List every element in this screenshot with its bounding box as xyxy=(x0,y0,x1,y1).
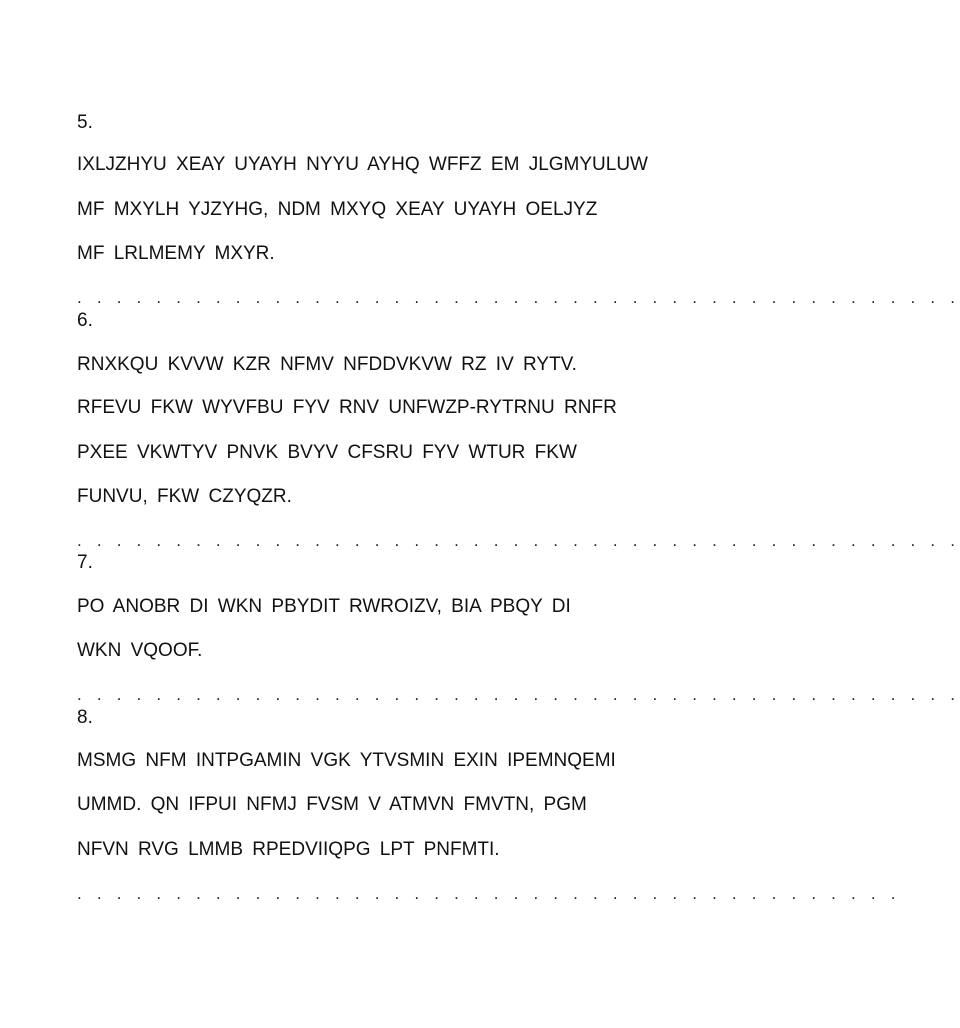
cipher-line: NFVN RVG LMMB RPEDVIIQPG LPT PNFMTI. xyxy=(77,839,500,860)
cipher-line: MSMG NFM INTPGAMIN VGK YTVSMIN EXIN IPEMNQEMI xyxy=(77,750,616,771)
cipher-line: RFEVU FKW WYVFBU FYV RNV UNFWZP-RYTRNU RNFR xyxy=(77,397,617,418)
puzzle-number: 6. xyxy=(77,310,93,331)
cipher-line: UMMD. QN IFPUI NFMJ FVSM V ATMVN FMVTN, PGM xyxy=(77,794,587,815)
cipher-line: WKN VQOOF. xyxy=(77,640,203,661)
cipher-line: RNXKQU KVVW KZR NFMV NFDDVKVW RZ IV RYTV. xyxy=(77,354,577,375)
cipher-line: MF LRLMEMY MXYR. xyxy=(77,243,275,264)
puzzle-number: 8. xyxy=(77,707,93,728)
cipher-line: PXEE VKWTYV PNVK BVYV CFSRU FYV WTUR FKW xyxy=(77,442,577,463)
puzzle-number: 5. xyxy=(77,112,93,133)
answer-line: . . . . . . . . . . . . . . . . . . . . . . . . . . . . . . . . . . . . . . . . . . xyxy=(77,884,901,903)
puzzle-number: 7. xyxy=(77,552,93,573)
answer-line: . . . . . . . . . . . . . . . . . . . . . . . . . . . . . . . . . . . . . . . . . . . . . xyxy=(77,288,960,307)
answer-line: . . . . . . . . . . . . . . . . . . . . . . . . . . . . . . . . . . . . . . . . . . . . . xyxy=(77,531,960,550)
cipher-line: IXLJZHYU XEAY UYAYH NYYU AYHQ WFFZ EM JLGMYULUW xyxy=(77,154,648,175)
cipher-line: FUNVU, FKW CZYQZR. xyxy=(77,486,292,507)
cipher-line: PO ANOBR DI WKN PBYDIT RWROIZV, BIA PBQY DI xyxy=(77,596,571,617)
cipher-line: MF MXYLH YJZYHG, NDM MXYQ XEAY UYAYH OELJYZ xyxy=(77,199,598,220)
answer-line: . . . . . . . . . . . . . . . . . . . . . . . . . . . . . . . . . . . . . . . . . . . . . xyxy=(77,685,960,704)
